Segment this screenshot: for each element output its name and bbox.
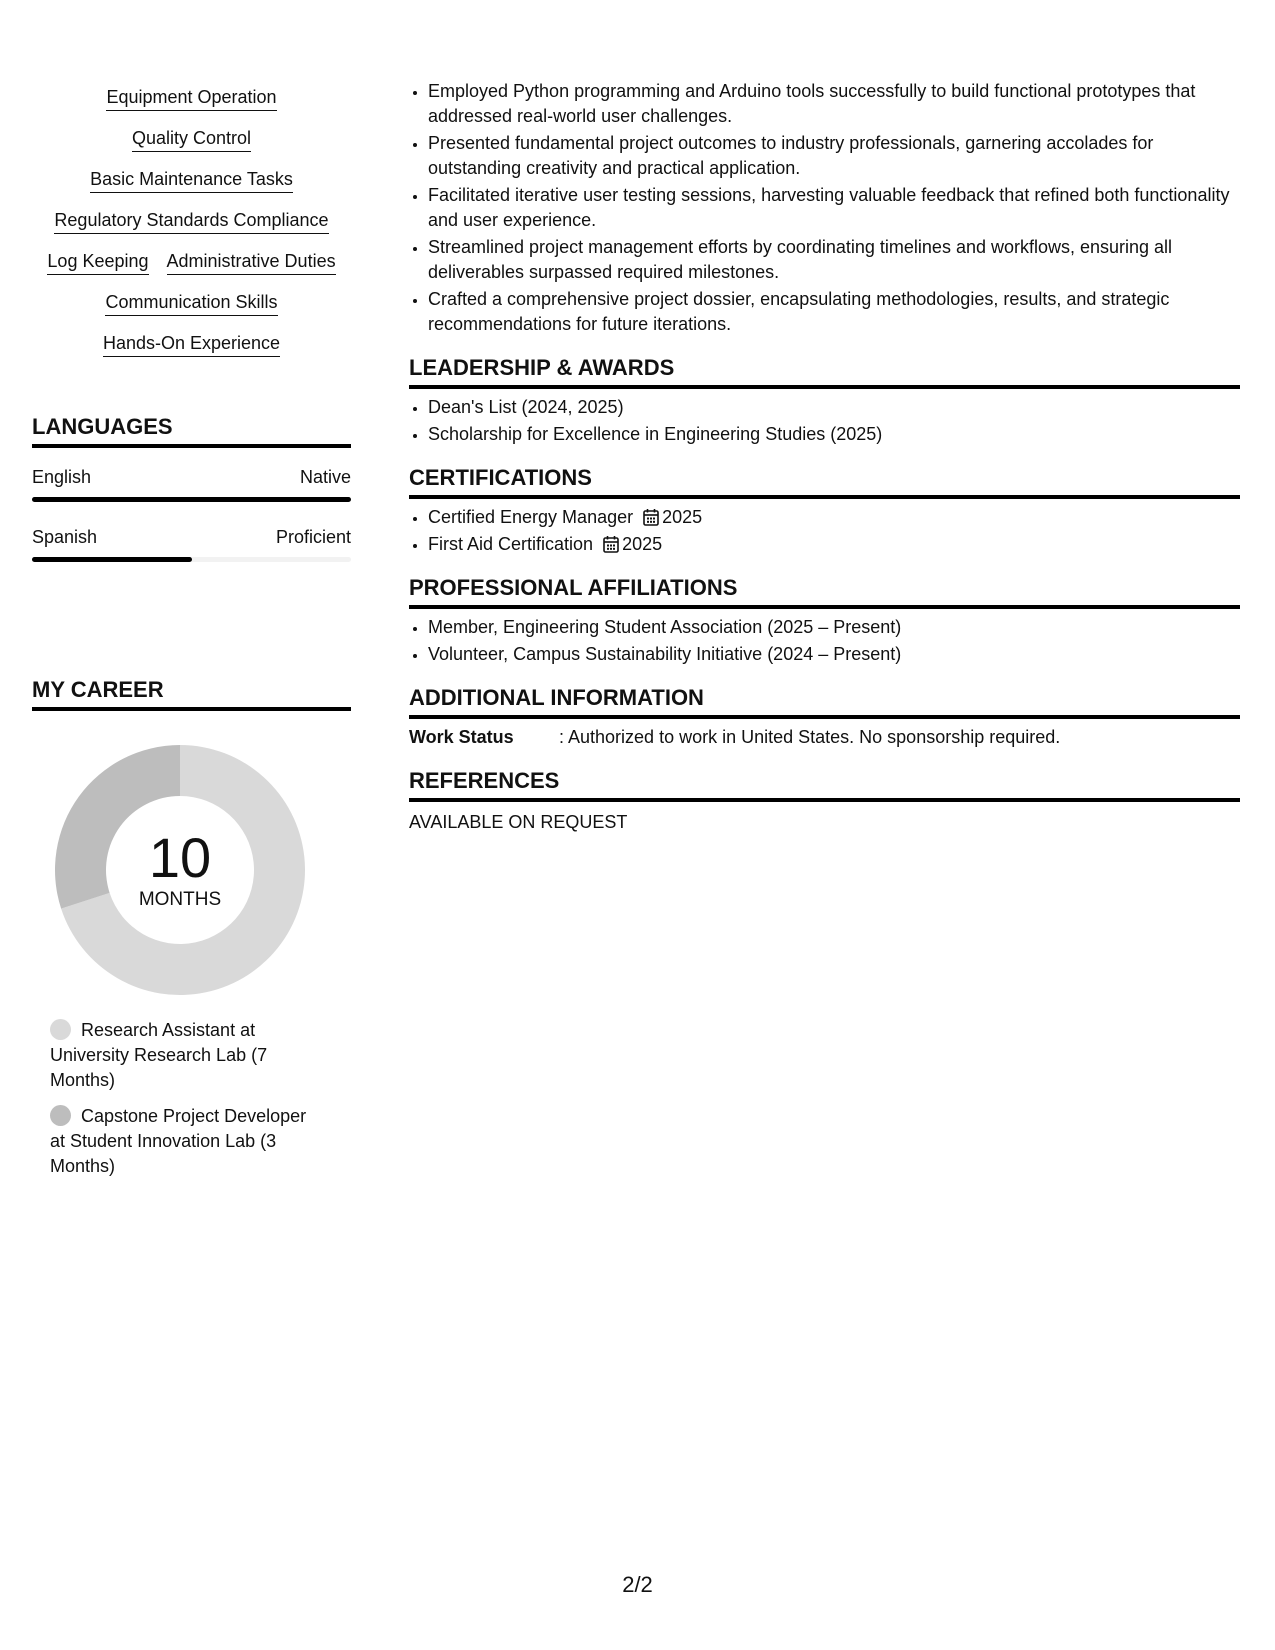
- experience-bullet: • Facilitated iterative user testing sessions, harvesting valuable feedback that refined both functionality and user experience.: [428, 183, 1240, 233]
- legend-item: [50, 1018, 325, 1093]
- skill-tag: Quality Control: [132, 127, 251, 152]
- certification-year: 2025: [662, 507, 703, 527]
- right-column: [409, 79, 1240, 835]
- certification-year: 2025: [622, 534, 663, 554]
- career-legend: [50, 1018, 325, 1190]
- leadership-item: • Scholarship for Excellence in Engineering Studies (2025): [428, 422, 1240, 447]
- donut-total: 10: [148, 826, 212, 889]
- skill-row: [32, 168, 351, 193]
- legend-dot-icon: [50, 1019, 71, 1040]
- skill-tag: Equipment Operation: [106, 86, 276, 111]
- references-heading: REFERENCES: [409, 767, 1240, 802]
- language-proficiency-bar: [32, 497, 351, 502]
- skill-tag: Regulatory Standards Compliance: [54, 209, 328, 234]
- skill-row: [32, 209, 351, 234]
- donut-unit: MONTHS: [138, 889, 222, 910]
- experience-bullets: [409, 79, 1240, 337]
- certification-item: [428, 532, 1240, 557]
- skill-row: [32, 332, 351, 357]
- experience-bullet: • Crafted a comprehensive project dossier, encapsulating methodologies, results, and strategic recommendations for future iterations.: [428, 287, 1240, 337]
- language-item: [32, 526, 351, 562]
- career-heading: MY CAREER: [32, 676, 351, 711]
- work-status-row: [409, 725, 1240, 750]
- experience-bullet: • Streamlined project management efforts by coordinating timelines and workflows, ensuring all deliverables surpassed required milestones.: [428, 235, 1240, 285]
- affiliation-item: • Member, Engineering Student Association (2025 – Present): [428, 615, 1240, 640]
- work-status-label: Work Status: [409, 727, 514, 747]
- affiliations-heading: PROFESSIONAL AFFILIATIONS: [409, 574, 1240, 609]
- leadership-list: [409, 395, 1240, 447]
- skill-tag: Hands-On Experience: [103, 332, 280, 357]
- language-level: Proficient: [275, 527, 351, 547]
- skill-row: [32, 291, 351, 316]
- languages-section: [32, 413, 351, 562]
- leadership-item: • Dean's List (2024, 2025): [428, 395, 1240, 420]
- legend-item: [50, 1104, 325, 1179]
- calendar-icon: [603, 535, 619, 553]
- certification-name: Certified Energy Manager: [428, 507, 634, 527]
- language-item: [32, 466, 351, 502]
- language-proficiency-bar: [32, 557, 351, 562]
- skill-row: [32, 86, 351, 111]
- skill-tag: Log Keeping: [47, 250, 148, 275]
- left-column: [32, 86, 351, 562]
- skill-row: [32, 127, 351, 152]
- skill-tag: Administrative Duties: [167, 250, 336, 275]
- affiliation-item: • Volunteer, Campus Sustainability Initiative (2024 – Present): [428, 642, 1240, 667]
- skill-row: [32, 250, 351, 275]
- additional-info-heading: ADDITIONAL INFORMATION: [409, 684, 1240, 719]
- career-donut-chart: [55, 745, 305, 995]
- page-number: 2/2: [622, 1572, 653, 1597]
- certification-item: [428, 505, 1240, 530]
- language-name: English: [32, 467, 92, 487]
- certification-name: First Aid Certification: [428, 534, 594, 554]
- calendar-icon: [643, 508, 659, 526]
- language-proficiency-fill: [32, 497, 351, 502]
- certifications-list: [409, 505, 1240, 557]
- experience-bullet: • Presented fundamental project outcomes to industry professionals, garnering accolades for outstanding creativity and practical application.: [428, 131, 1240, 181]
- experience-bullet: • Employed Python programming and Arduino tools successfully to build functional prototypes that addressed real-world user challenges.: [428, 79, 1240, 129]
- languages-heading: LANGUAGES: [32, 413, 351, 448]
- donut-center: [55, 745, 305, 995]
- work-status-value: : Authorized to work in United States. No sponsorship required.: [559, 727, 1061, 747]
- leadership-heading: LEADERSHIP & AWARDS: [409, 354, 1240, 389]
- skills-list: [32, 86, 351, 373]
- skill-tag: Communication Skills: [105, 291, 277, 316]
- language-level: Native: [299, 467, 351, 487]
- career-section: [32, 676, 351, 711]
- certifications-heading: CERTIFICATIONS: [409, 464, 1240, 499]
- language-proficiency-fill: [32, 557, 192, 562]
- language-name: Spanish: [32, 527, 98, 547]
- legend-dot-icon: [50, 1105, 71, 1126]
- affiliations-list: [409, 615, 1240, 667]
- references-text: AVAILABLE ON REQUEST: [409, 812, 628, 832]
- skill-tag: Basic Maintenance Tasks: [90, 168, 293, 193]
- legend-label: Research Assistant at University Research Lab (7 Months): [50, 1020, 268, 1090]
- legend-label: Capstone Project Developer at Student Innovation Lab (3 Months): [50, 1106, 307, 1176]
